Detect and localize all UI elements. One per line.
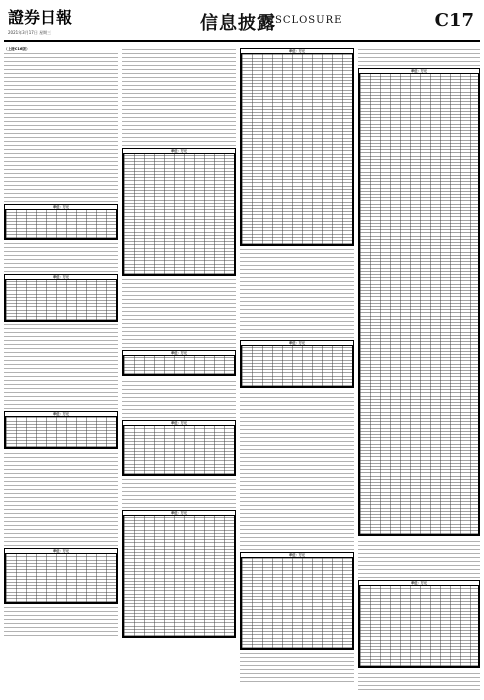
table-title: 单位：万元: [53, 412, 69, 417]
table-title: 单位：万元: [289, 49, 305, 53]
text-block: [122, 478, 236, 508]
table-grid: [123, 355, 235, 375]
table-grid: [123, 515, 235, 637]
text-block: [122, 378, 236, 418]
column-1: [4, 46, 118, 696]
table-grid: [123, 425, 235, 475]
table-title: 单位：万元: [171, 511, 187, 515]
table: [358, 580, 480, 668]
table: [122, 148, 236, 276]
masthead-rule: [4, 40, 480, 42]
text-block: [358, 538, 480, 578]
table-grid: [359, 585, 479, 667]
text-block: [240, 390, 354, 550]
table-title: 单位：万元: [289, 341, 305, 345]
masthead: [0, 0, 484, 44]
section-title: 信息披露: [200, 13, 276, 34]
table-title: 单位：万元: [53, 275, 69, 280]
masthead-meta: 2021年3月17日 星期三: [8, 30, 52, 35]
text-block: [4, 324, 118, 409]
text-block: [358, 46, 480, 66]
text-block: [122, 46, 236, 146]
table-grid: [5, 279, 117, 321]
text-block: [240, 248, 354, 338]
svg-text:證券日報: 證券日報: [8, 8, 73, 27]
text-block: [240, 652, 354, 682]
table: [240, 48, 354, 246]
table: [4, 274, 118, 322]
table-grid: [241, 557, 353, 649]
table-grid: [5, 553, 117, 603]
page-content: [4, 46, 480, 696]
page-number: C17: [434, 10, 474, 31]
table-title: 单位：万元: [171, 351, 187, 355]
table-grid: [123, 153, 235, 275]
section-subtitle: DISCLOSURE: [261, 15, 343, 26]
column-4: [358, 46, 480, 696]
table-title: 单位：万元: [411, 69, 427, 73]
text-block: [4, 451, 118, 546]
table: [4, 411, 118, 449]
table: [240, 552, 354, 650]
table-title: 单位：万元: [289, 553, 305, 557]
table: [4, 548, 118, 604]
table: [122, 420, 236, 476]
table: [240, 340, 354, 388]
table: [4, 204, 118, 240]
column-3: [240, 46, 354, 696]
text-block: [4, 52, 118, 202]
table: [122, 350, 236, 376]
text-block: [4, 606, 118, 636]
table-title: 单位：万元: [53, 549, 69, 554]
table-grid: [241, 345, 353, 387]
text-block: [358, 670, 480, 690]
text-block: [4, 242, 118, 272]
newspaper-logo: [6, 6, 94, 28]
table-grid: [359, 73, 479, 535]
column-heading: （上接C16版）: [4, 47, 30, 51]
table-title: 单位：万元: [53, 205, 69, 210]
table-grid: [5, 416, 117, 448]
table-grid: [5, 209, 117, 239]
table: [122, 510, 236, 638]
table-title: 单位：万元: [411, 581, 427, 585]
table-title: 单位：万元: [171, 421, 187, 425]
column-2: [122, 46, 236, 696]
table-title: 单位：万元: [171, 149, 187, 153]
table: [358, 68, 480, 536]
text-block: [122, 278, 236, 348]
table-grid: [241, 53, 353, 245]
